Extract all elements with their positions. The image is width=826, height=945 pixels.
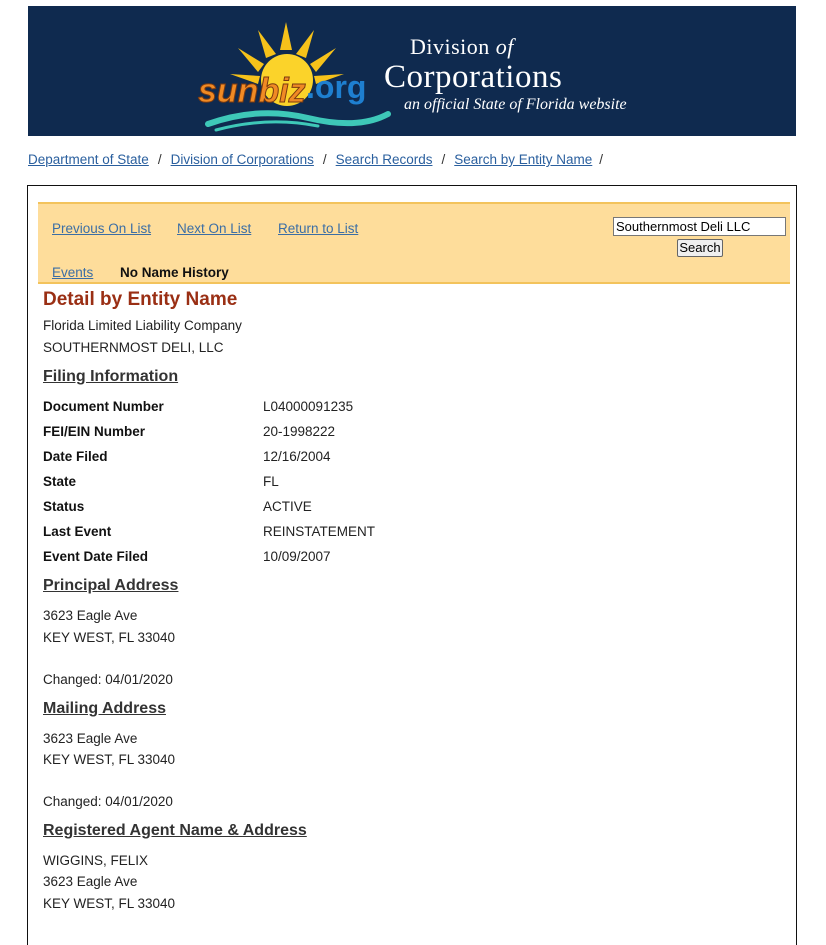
search-input[interactable] — [613, 217, 786, 236]
svg-text:.org: .org — [306, 69, 367, 105]
entity-name: SOUTHERNMOST DELI, LLC — [43, 340, 224, 355]
entity-type: Florida Limited Liability Company — [43, 318, 242, 333]
last-event-label: Last Event — [43, 524, 112, 539]
search-button[interactable]: Search — [677, 239, 723, 257]
date-filed-value: 12/16/2004 — [263, 449, 331, 464]
status-label: Status — [43, 499, 85, 514]
principal-address-heading: Principal Address — [43, 577, 179, 594]
tagline: an official State of Florida website — [404, 96, 627, 113]
svg-text:sunbiz: sunbiz — [198, 72, 306, 110]
breadcrumb-separator: / — [157, 152, 162, 167]
next-on-list-link[interactable]: Next On List — [177, 221, 252, 236]
detail-frame — [27, 185, 797, 945]
registered-agent-name: WIGGINS, FELIX — [43, 853, 149, 868]
registered-agent-line1: 3623 Eagle Ave — [43, 874, 138, 889]
event-date-filed-value: 10/09/2007 — [263, 549, 331, 564]
fei-ein-number-label: FEI/EIN Number — [43, 424, 146, 439]
division-title — [384, 34, 644, 116]
sun-icon — [178, 14, 398, 134]
state-value: FL — [263, 474, 279, 489]
corporations-word: Corporations — [384, 59, 563, 95]
division-word: Division — [410, 34, 490, 59]
document-number-value: L04000091235 — [263, 399, 354, 414]
breadcrumb-separator: / — [322, 152, 327, 167]
breadcrumb-search-by-entity-name[interactable]: Search by Entity Name — [454, 152, 593, 167]
mailing-address-heading: Mailing Address — [43, 700, 166, 717]
mailing-address-changed: Changed: 04/01/2020 — [43, 794, 173, 809]
breadcrumb-department-of-state[interactable]: Department of State — [28, 152, 149, 167]
page-title: Detail by Entity Name — [43, 289, 238, 310]
mailing-address-line1: 3623 Eagle Ave — [43, 731, 138, 746]
principal-address-line2: KEY WEST, FL 33040 — [43, 630, 176, 645]
sunbiz-logo[interactable] — [178, 14, 398, 134]
previous-on-list-link[interactable]: Previous On List — [52, 221, 152, 236]
registered-agent-line2: KEY WEST, FL 33040 — [43, 896, 176, 911]
state-label: State — [43, 474, 77, 489]
filing-information-heading: Filing Information — [43, 368, 179, 385]
last-event-value: REINSTATEMENT — [263, 524, 376, 539]
no-name-history-label: No Name History — [120, 265, 229, 280]
breadcrumb-search-records[interactable]: Search Records — [335, 152, 433, 167]
site-header-banner — [28, 6, 796, 136]
status-value: ACTIVE — [263, 499, 312, 514]
breadcrumb-division-of-corporations[interactable]: Division of Corporations — [170, 152, 314, 167]
fei-ein-number-value: 20-1998222 — [263, 424, 336, 439]
navigation-bar — [38, 202, 790, 284]
document-number-label: Document Number — [43, 399, 164, 414]
breadcrumb-separator: / — [441, 152, 446, 167]
mailing-address-line2: KEY WEST, FL 33040 — [43, 752, 176, 767]
date-filed-label: Date Filed — [43, 449, 108, 464]
events-link[interactable]: Events — [52, 265, 94, 280]
breadcrumb-separator: / — [599, 152, 604, 167]
principal-address-line1: 3623 Eagle Ave — [43, 608, 138, 623]
registered-agent-heading: Registered Agent Name & Address — [43, 822, 307, 839]
division-of-word: of — [495, 34, 514, 59]
return-to-list-link[interactable]: Return to List — [278, 221, 359, 236]
event-date-filed-label: Event Date Filed — [43, 549, 149, 564]
breadcrumb — [28, 152, 612, 167]
principal-address-changed: Changed: 04/01/2020 — [43, 672, 173, 687]
